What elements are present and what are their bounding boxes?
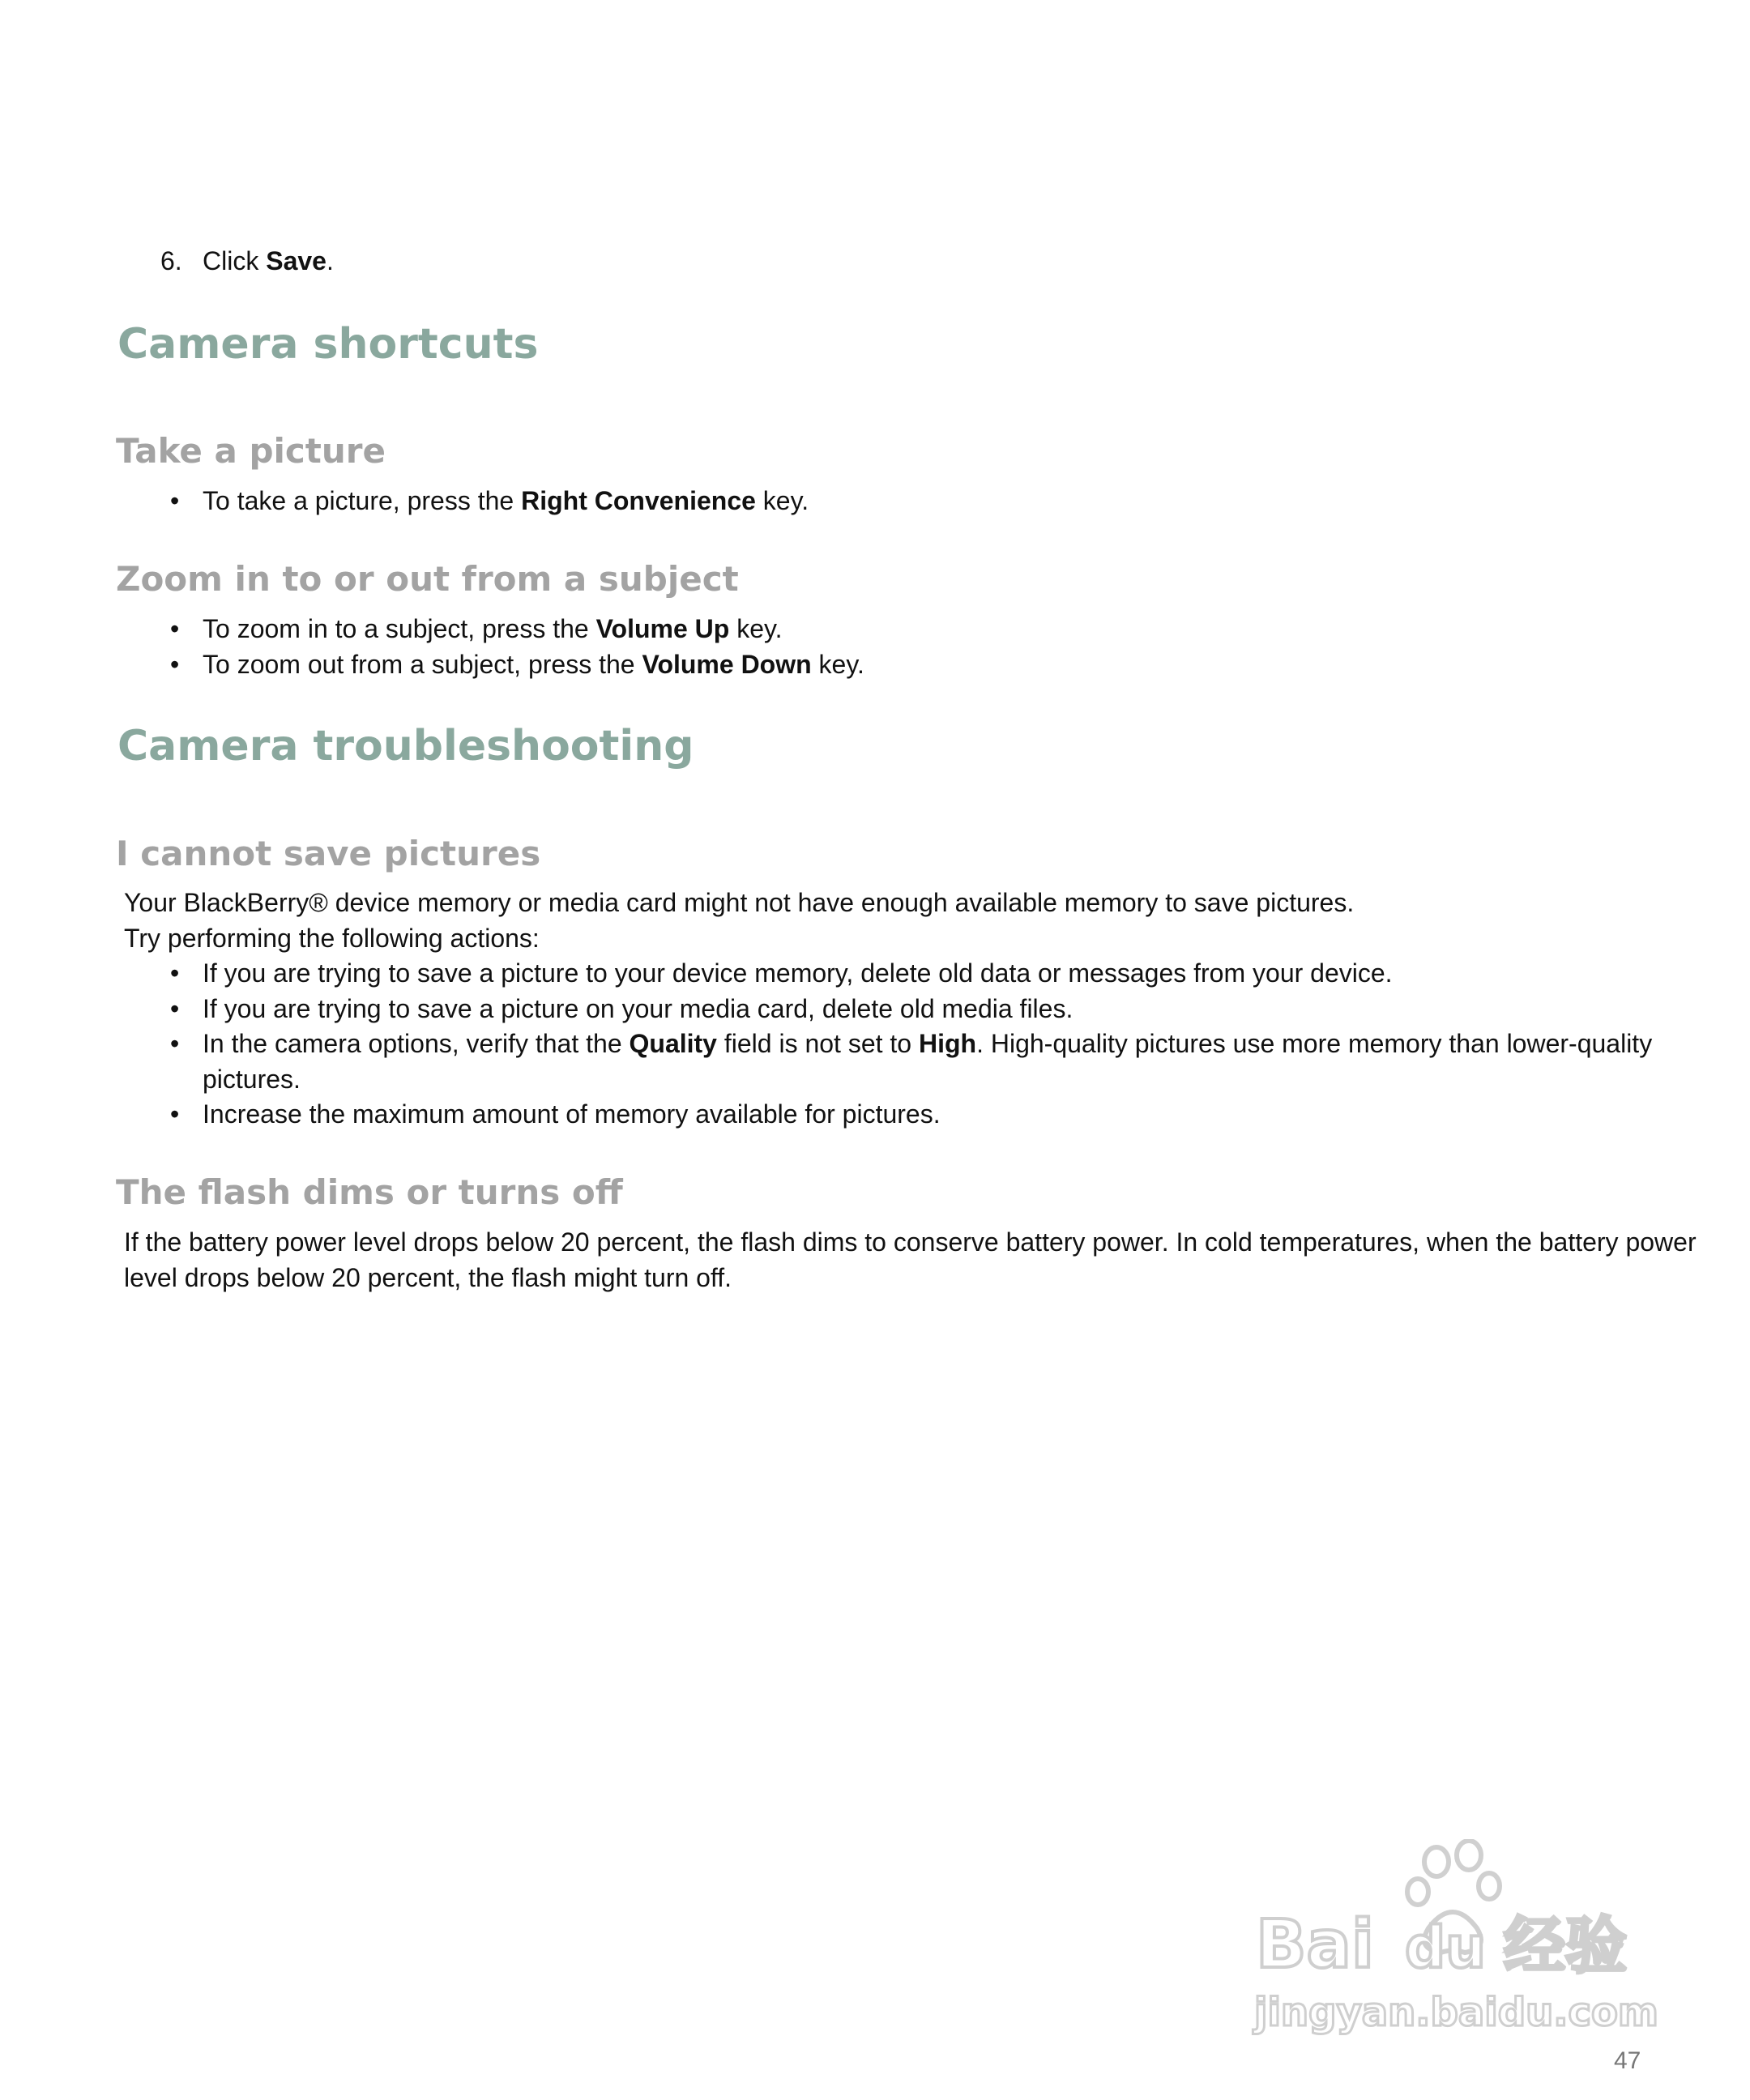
heading-camera-shortcuts: Camera shortcuts — [117, 320, 539, 369]
list-item: If you are trying to save a picture on your media card, delete old media files. — [203, 994, 1073, 1023]
item-suffix: key. — [755, 486, 809, 515]
heading-zoom: Zoom in to or out from a subject — [116, 559, 739, 599]
bullet-marker: • — [170, 1099, 180, 1129]
heading-flash: The flash dims or turns off — [116, 1172, 623, 1212]
list-item — [203, 647, 864, 682]
item-bold: Volume Down — [642, 650, 812, 679]
bullet-marker: • — [170, 650, 180, 679]
item-suffix: key. — [729, 614, 783, 643]
item-bold: Right Convenience — [521, 486, 756, 515]
item-mid: field is not set to — [716, 1029, 919, 1058]
item-bold: Volume Up — [595, 614, 730, 643]
svg-text:du: du — [1405, 1914, 1486, 1981]
step-6-suffix: . — [326, 246, 334, 275]
bullet-marker: • — [170, 614, 180, 643]
list-item — [203, 1026, 1652, 1061]
step-6-bold: Save — [266, 246, 327, 275]
paragraph: If the battery power level drops below 20 percent, the flash dims to conserve battery power. In cold temperatures, when the battery power — [124, 1227, 1697, 1257]
heading-cannot-save: I cannot save pictures — [116, 834, 541, 873]
list-item: If you are trying to save a picture to your device memory, delete old data or messages from your device. — [203, 958, 1393, 988]
paragraph: level drops below 20 percent, the flash might turn off. — [124, 1263, 732, 1292]
item-prefix: To take a picture, press the — [203, 486, 522, 515]
bullet-marker: • — [170, 958, 180, 988]
item-suffix: . High-quality pictures use more memory than lower-quality — [976, 1029, 1653, 1058]
list-item — [203, 483, 809, 519]
item-suffix: key. — [811, 650, 864, 679]
heading-camera-troubleshooting: Camera troubleshooting — [117, 722, 694, 770]
list-item-continuation: pictures. — [203, 1065, 301, 1094]
svg-text:经验: 经验 — [1504, 1910, 1627, 1982]
item-prefix: To zoom in to a subject, press the — [203, 614, 596, 643]
list-item: Increase the maximum amount of memory available for pictures. — [203, 1099, 941, 1129]
step-number: 6. — [160, 246, 182, 275]
item-bold: Quality — [629, 1029, 717, 1058]
watermark-logo-text: Bai — [1256, 1906, 1374, 1983]
bullet-marker: • — [170, 486, 180, 515]
bullet-marker: • — [170, 1029, 180, 1058]
bullet-marker: • — [170, 994, 180, 1023]
list-item — [203, 611, 783, 647]
step-6 — [160, 243, 182, 279]
step-6-text — [203, 243, 334, 279]
item-bold: High — [918, 1029, 977, 1058]
item-prefix: To zoom out from a subject, press the — [203, 650, 642, 679]
step-6-prefix: Click — [203, 246, 267, 275]
page-number: 47 — [1614, 2047, 1641, 2074]
baidu-watermark-logo — [1246, 1839, 1667, 2042]
item-prefix: In the camera options, verify that the — [203, 1029, 630, 1058]
heading-take-a-picture: Take a picture — [116, 431, 386, 471]
paragraph: Your BlackBerry® device memory or media card might not have enough available memory to save pictures. — [124, 888, 1355, 917]
watermark-url-text: jingyan.baidu.com — [1254, 1990, 1658, 2035]
paragraph: Try performing the following actions: — [124, 924, 540, 953]
